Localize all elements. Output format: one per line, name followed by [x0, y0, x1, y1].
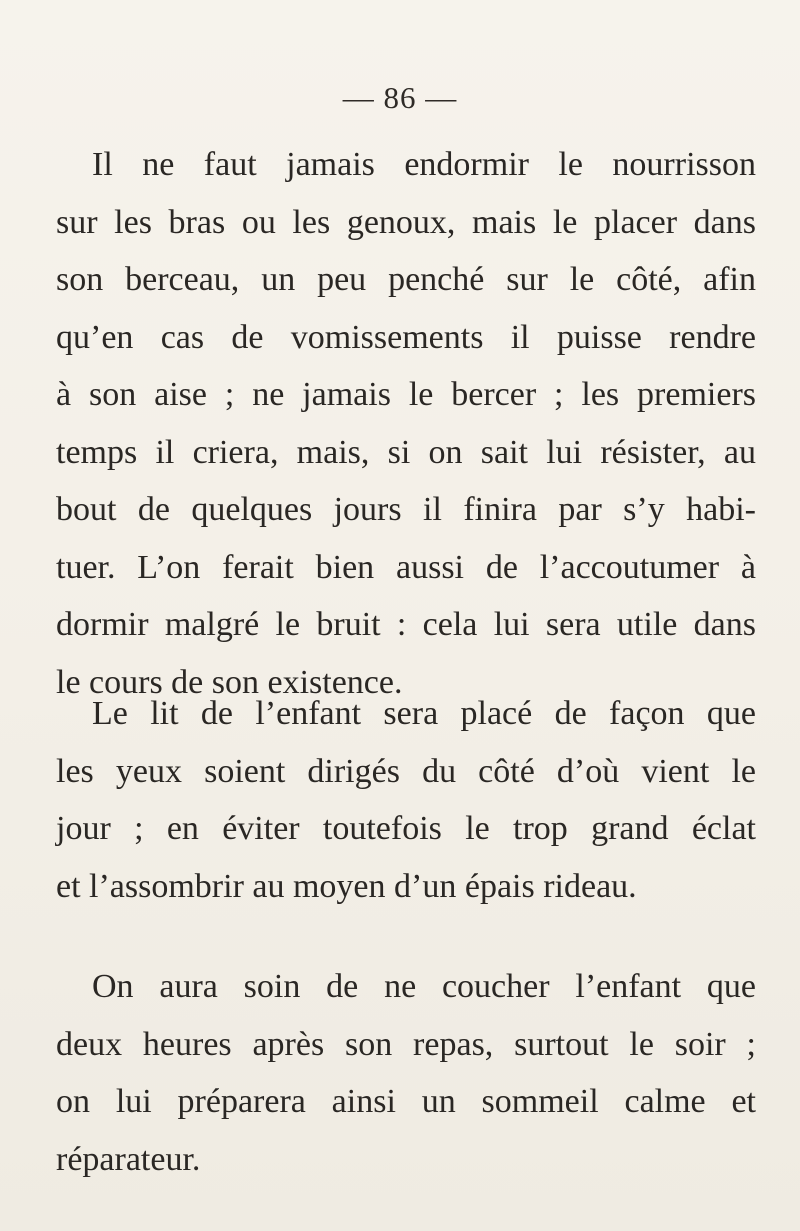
text-line: on lui préparera ainsi un sommeil calme et [56, 1083, 756, 1120]
page-number: — 86 — [342, 80, 458, 115]
text-line: tuer. L’on ferait bien aussi de l’accoutumer à [56, 548, 756, 586]
text-line: qu’en cas de vomissements il puisse rendre [56, 318, 756, 356]
paragraph-2 [56, 685, 756, 915]
text-line: temps il criera, mais, si on sait lui résister, au [56, 433, 756, 471]
text-line: Il ne faut jamais endormir le nourrisson [92, 146, 756, 183]
text-line: les yeux soient dirigés du côté d’où vient le [56, 752, 756, 790]
text-line: le cours de son existence. [56, 663, 403, 701]
text-line: On aura soin de ne coucher l’enfant que [92, 968, 756, 1005]
text-line: sur les bras ou les genoux, mais le placer dans [56, 203, 756, 241]
paragraph-3 [56, 958, 756, 1188]
text-line: dormir malgré le bruit : cela lui sera utile dans [56, 606, 756, 643]
text-line: Le lit de l’enfant sera placé de façon que [92, 695, 756, 732]
text-line: et l’assombrir au moyen d’un épais rideau. [56, 867, 637, 905]
text-line: réparateur. [56, 1140, 201, 1178]
paragraph-1 [56, 136, 756, 711]
text-line: à son aise ; ne jamais le bercer ; les premiers [56, 376, 756, 413]
text-line: deux heures après son repas, surtout le soir ; [56, 1025, 756, 1063]
text-line: bout de quelques jours il finira par s’y habi- [56, 491, 756, 528]
text-line: son berceau, un peu penché sur le côté, afin [56, 261, 756, 298]
text-line: jour ; en éviter toutefois le trop grand éclat [56, 810, 756, 847]
